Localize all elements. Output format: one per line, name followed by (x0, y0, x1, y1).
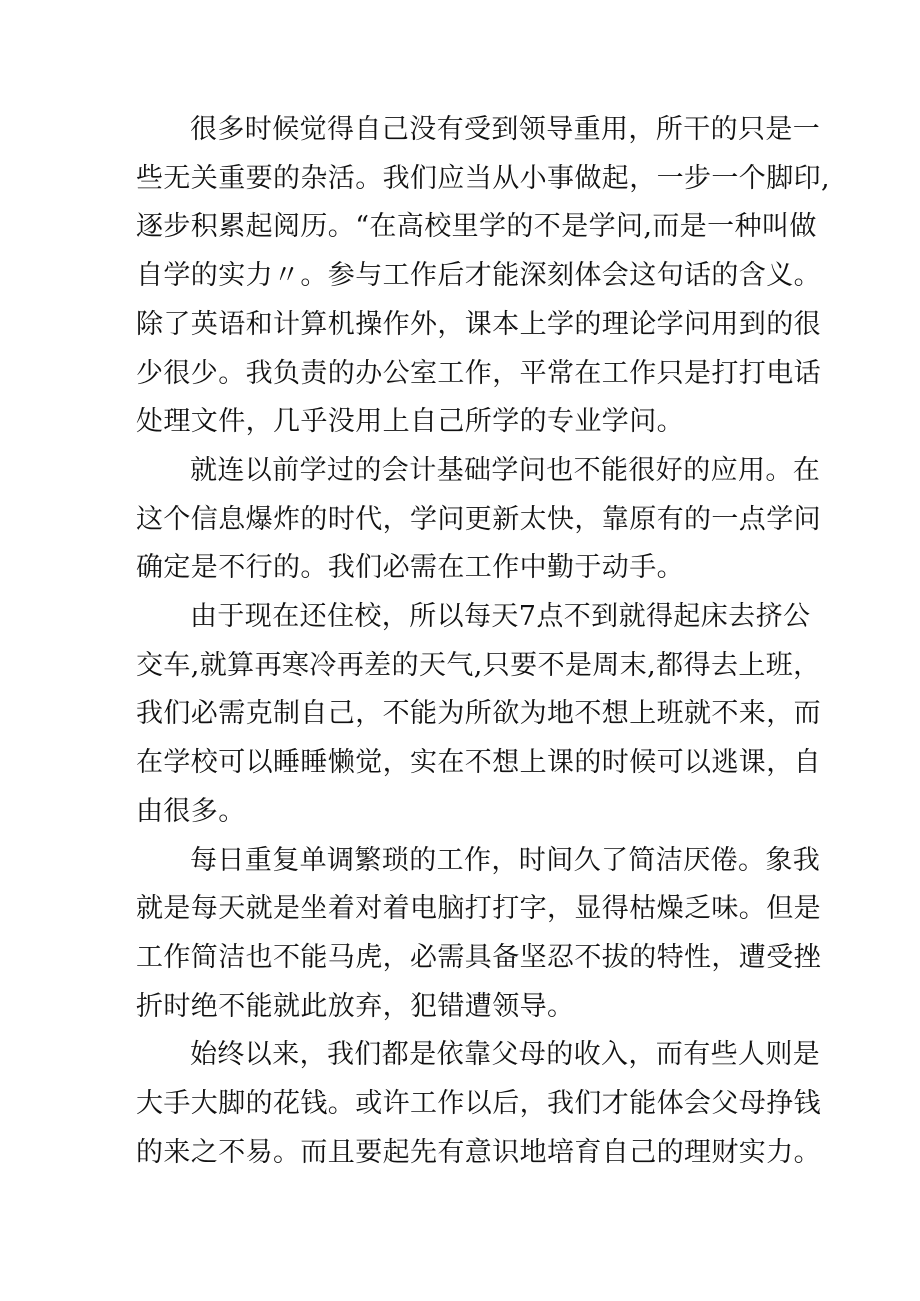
paragraph-1 (136, 106, 830, 447)
document-body (136, 106, 830, 1177)
text-line: 这个信息爆炸的时代，学问更新太快，靠原有的一点学问 (136, 503, 821, 535)
paragraph-4 (136, 837, 821, 1032)
text-line: 由于现在还住校，所以每天7点不到就得起床去挤公 (190, 601, 811, 633)
text-line: 始终以来，我们都是依靠父母的收入，而有些人则是 (190, 1039, 821, 1071)
text-line: 大手大脚的花钱。或许工作以后，我们才能体会父母挣钱 (136, 1088, 821, 1120)
text-line: 折时绝不能就此放弃，犯错遭领导。 (136, 990, 575, 1022)
text-line: 工作简洁也不能马虎，必需具备坚忍不拔的特性，遭受挫 (136, 941, 821, 973)
paragraph-2 (136, 447, 821, 593)
paragraph-5 (136, 1031, 821, 1177)
text-line: 除了英语和计算机操作外，课本上学的理论学问用到的很 (136, 308, 821, 340)
paragraph-3 (136, 593, 821, 837)
text-line: 逐步积累起阅历。“在高校里学的不是学问,而是一种叫做 (136, 211, 817, 243)
text-line: 确定是不行的。我们必需在工作中勤于动手。 (136, 552, 684, 584)
text-line: 自学的实力〃。参与工作后才能深刻体会这句话的含义。 (136, 260, 821, 292)
text-line: 每日重复单调繁琐的工作，时间久了简洁厌倦。象我 (190, 844, 821, 876)
text-line: 处理文件，几乎没用上自己所学的专业学问。 (136, 406, 684, 438)
text-line: 些无关重要的杂活。我们应当从小事做起，一步一个脚印, (136, 162, 830, 194)
text-line: 就是每天就是坐着对着电脑打打字，显得枯燥乏味。但是 (136, 893, 821, 925)
text-line: 很多时候觉得自己没有受到领导重用，所干的只是一 (190, 114, 821, 145)
text-line: 我们必需克制自己，不能为所欲为地不想上班就不来，而 (136, 698, 821, 730)
text-line: 少很少。我负责的办公室工作，平常在工作只是打打电话 (136, 357, 821, 389)
text-line: 在学校可以睡睡懒觉，实在不想上课的时候可以逃课，自 (136, 747, 821, 779)
text-line: 由很多。 (136, 795, 246, 827)
text-line: 交车,就算再寒冷再差的天气,只要不是周末,都得去上班， (136, 649, 821, 681)
text-line: 的来之不易。而且要起先有意识地培育自己的理财实力。 (136, 1136, 821, 1168)
text-line: 就连以前学过的会计基础学问也不能很好的应用。在 (190, 454, 821, 486)
